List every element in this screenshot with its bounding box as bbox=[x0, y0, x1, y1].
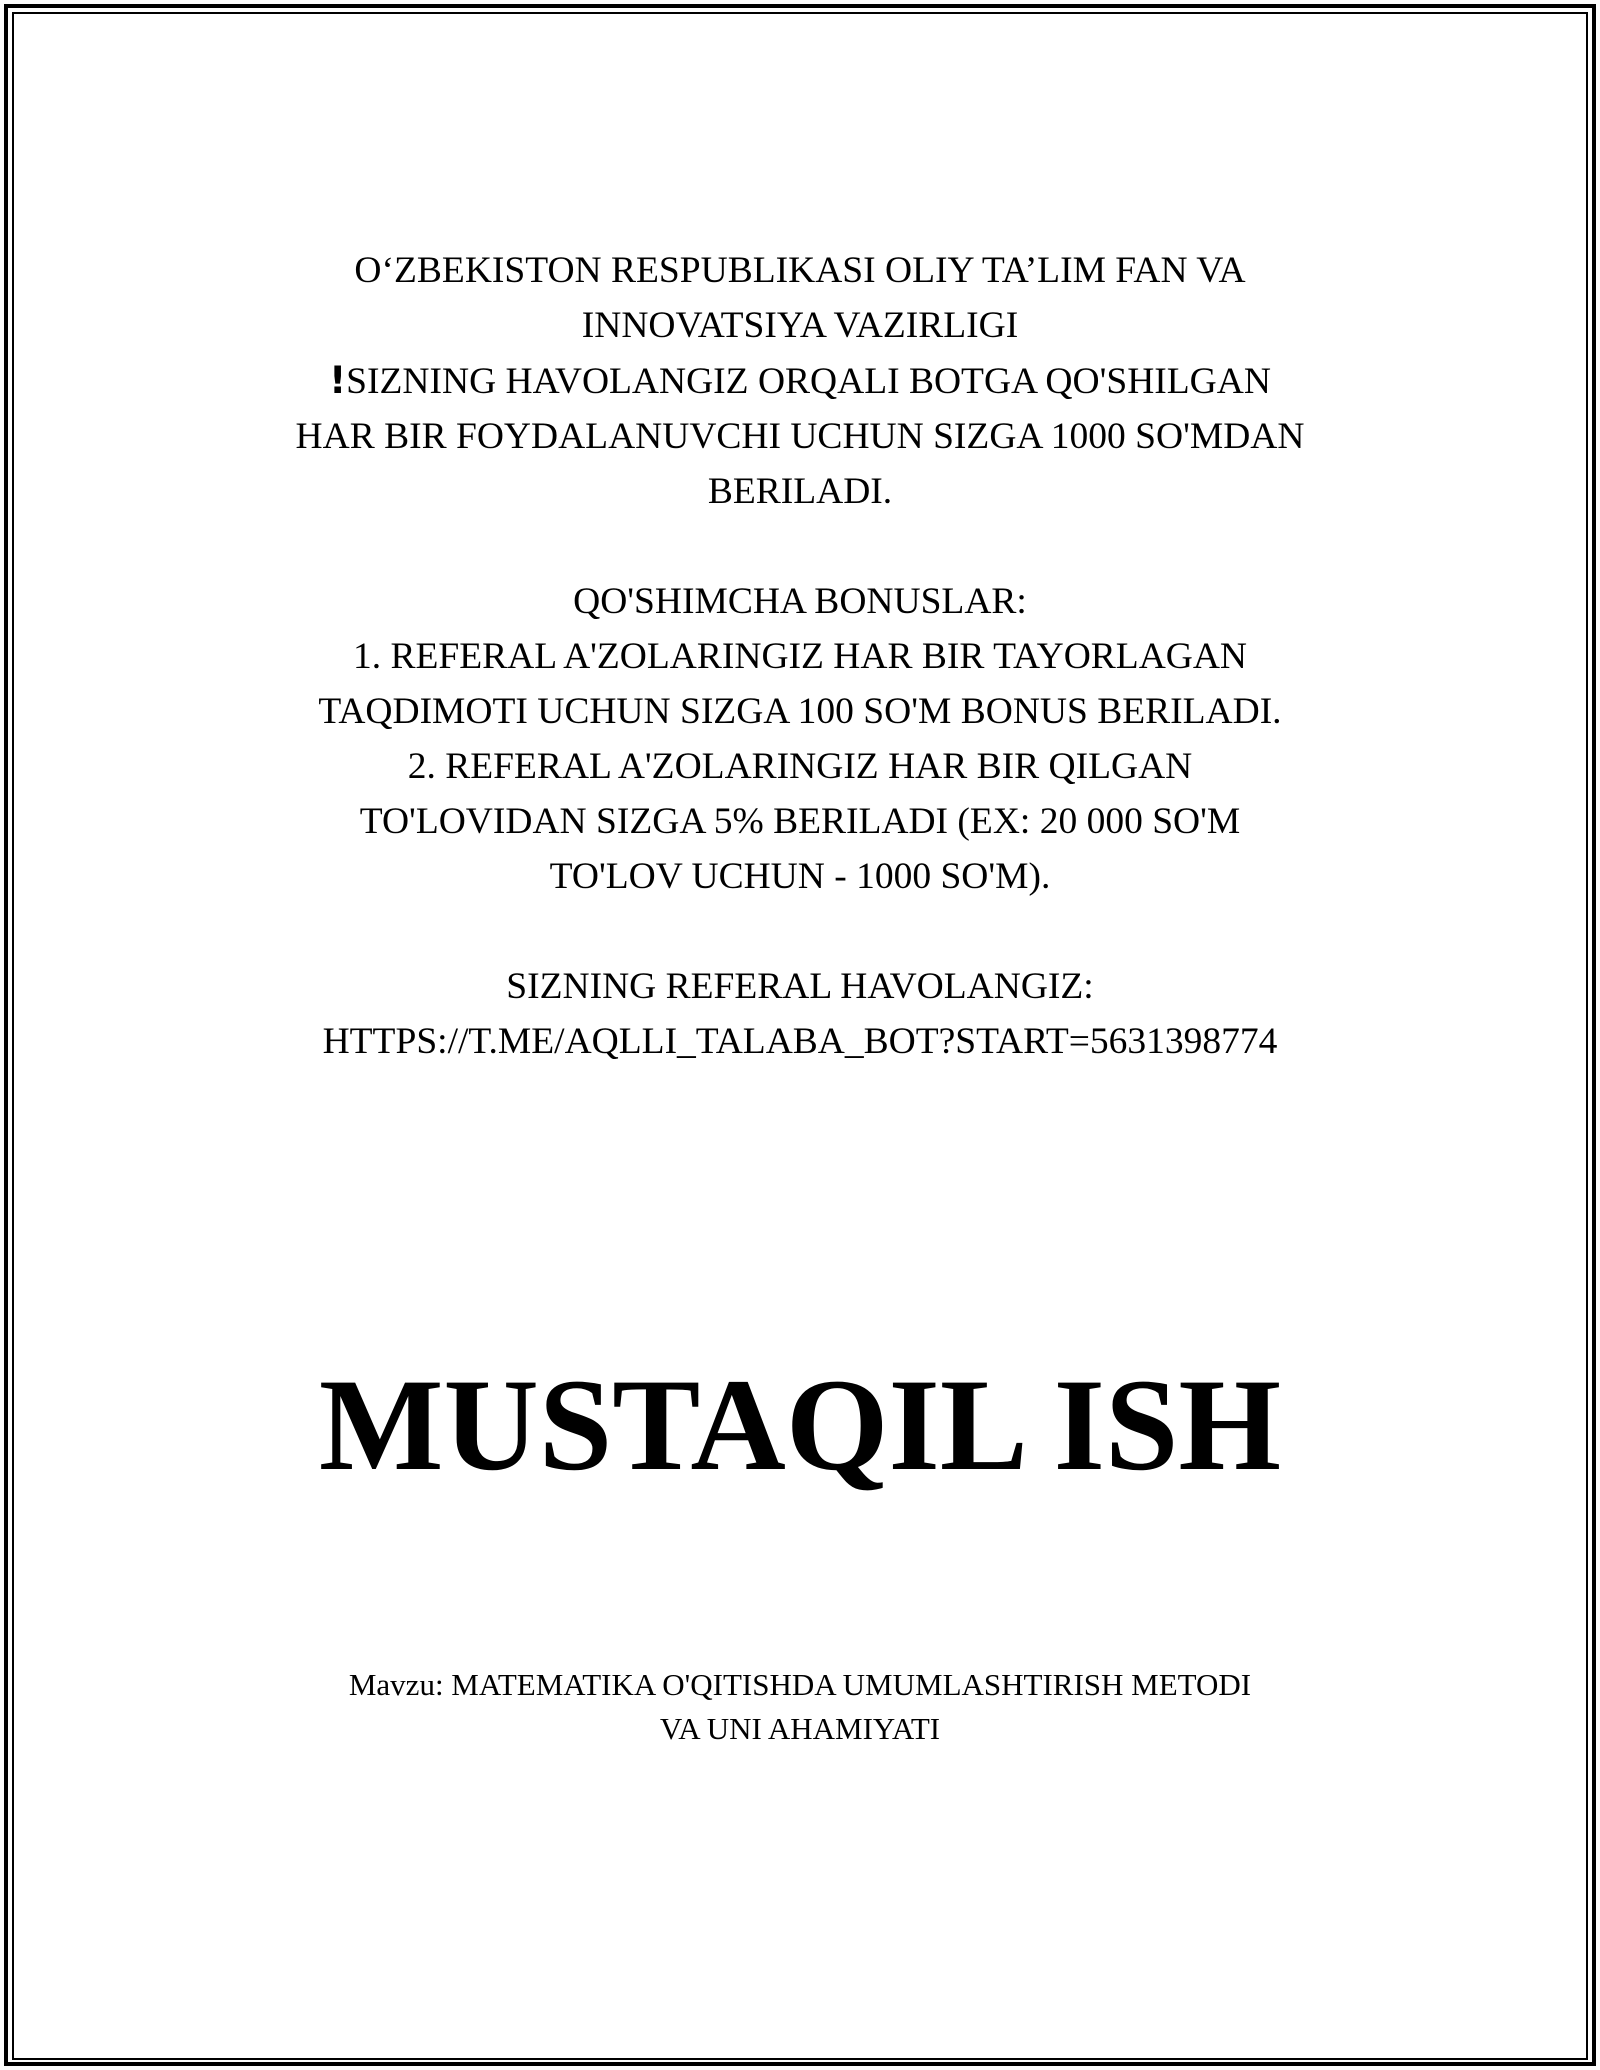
exclamation-mark: ! bbox=[329, 358, 347, 402]
topic-line-2: VA UNI AHAMIYATI bbox=[659, 1711, 941, 1746]
topic-block bbox=[200, 1663, 1400, 1751]
bonus-item-1-line-2: TAQDIMOTI UCHUN SIZGA 100 SO'M BONUS BERILADI. bbox=[318, 691, 1282, 732]
referral-link[interactable]: HTTPS://T.ME/AQLLI_TALABA_BOT?START=5631398774 bbox=[322, 1021, 1278, 1062]
bonus-item-2-line-2: TO'LOVIDAN SIZGA 5% BERILADI (EX: 20 000 SO'M bbox=[359, 801, 1241, 842]
ministry-line-1: O‘ZBEKISTON RESPUBLIKASI OLIY TA’LIM FAN VA bbox=[354, 250, 1246, 291]
ministry-line-2: INNOVATSIYA VAZIRLIGI bbox=[581, 305, 1019, 346]
topic-line-1: Mavzu: MATEMATIKA O'QITISHDA UMUMLASHTIRISH METODI bbox=[348, 1667, 1252, 1702]
spacer bbox=[200, 519, 1400, 574]
document-title: MUSTAQIL ISH bbox=[318, 1351, 1282, 1498]
notice-line-1 bbox=[200, 353, 1400, 409]
notice-line-3: BERILADI. bbox=[707, 471, 893, 512]
bonus-item-2-line-3: TO'LOV UCHUN - 1000 SO'M). bbox=[549, 856, 1051, 897]
referral-label: SIZNING REFERAL HAVOLANGIZ: bbox=[506, 966, 1094, 1007]
bonuses-heading: QO'SHIMCHA BONUSLAR: bbox=[573, 581, 1027, 622]
header-block bbox=[200, 243, 1400, 1069]
notice-line-2: HAR BIR FOYDALANUVCHI UCHUN SIZGA 1000 SO'MDAN bbox=[295, 416, 1305, 457]
bonus-item-1-line-1: 1. REFERAL A'ZOLARINGIZ HAR BIR TAYORLAGAN bbox=[352, 636, 1248, 677]
spacer bbox=[200, 904, 1400, 959]
notice-line-1-text: SIZNING HAVOLANGIZ ORQALI BOTGA QO'SHILGAN bbox=[346, 361, 1271, 402]
bonus-item-2-line-1: 2. REFERAL A'ZOLARINGIZ HAR BIR QILGAN bbox=[407, 746, 1193, 787]
